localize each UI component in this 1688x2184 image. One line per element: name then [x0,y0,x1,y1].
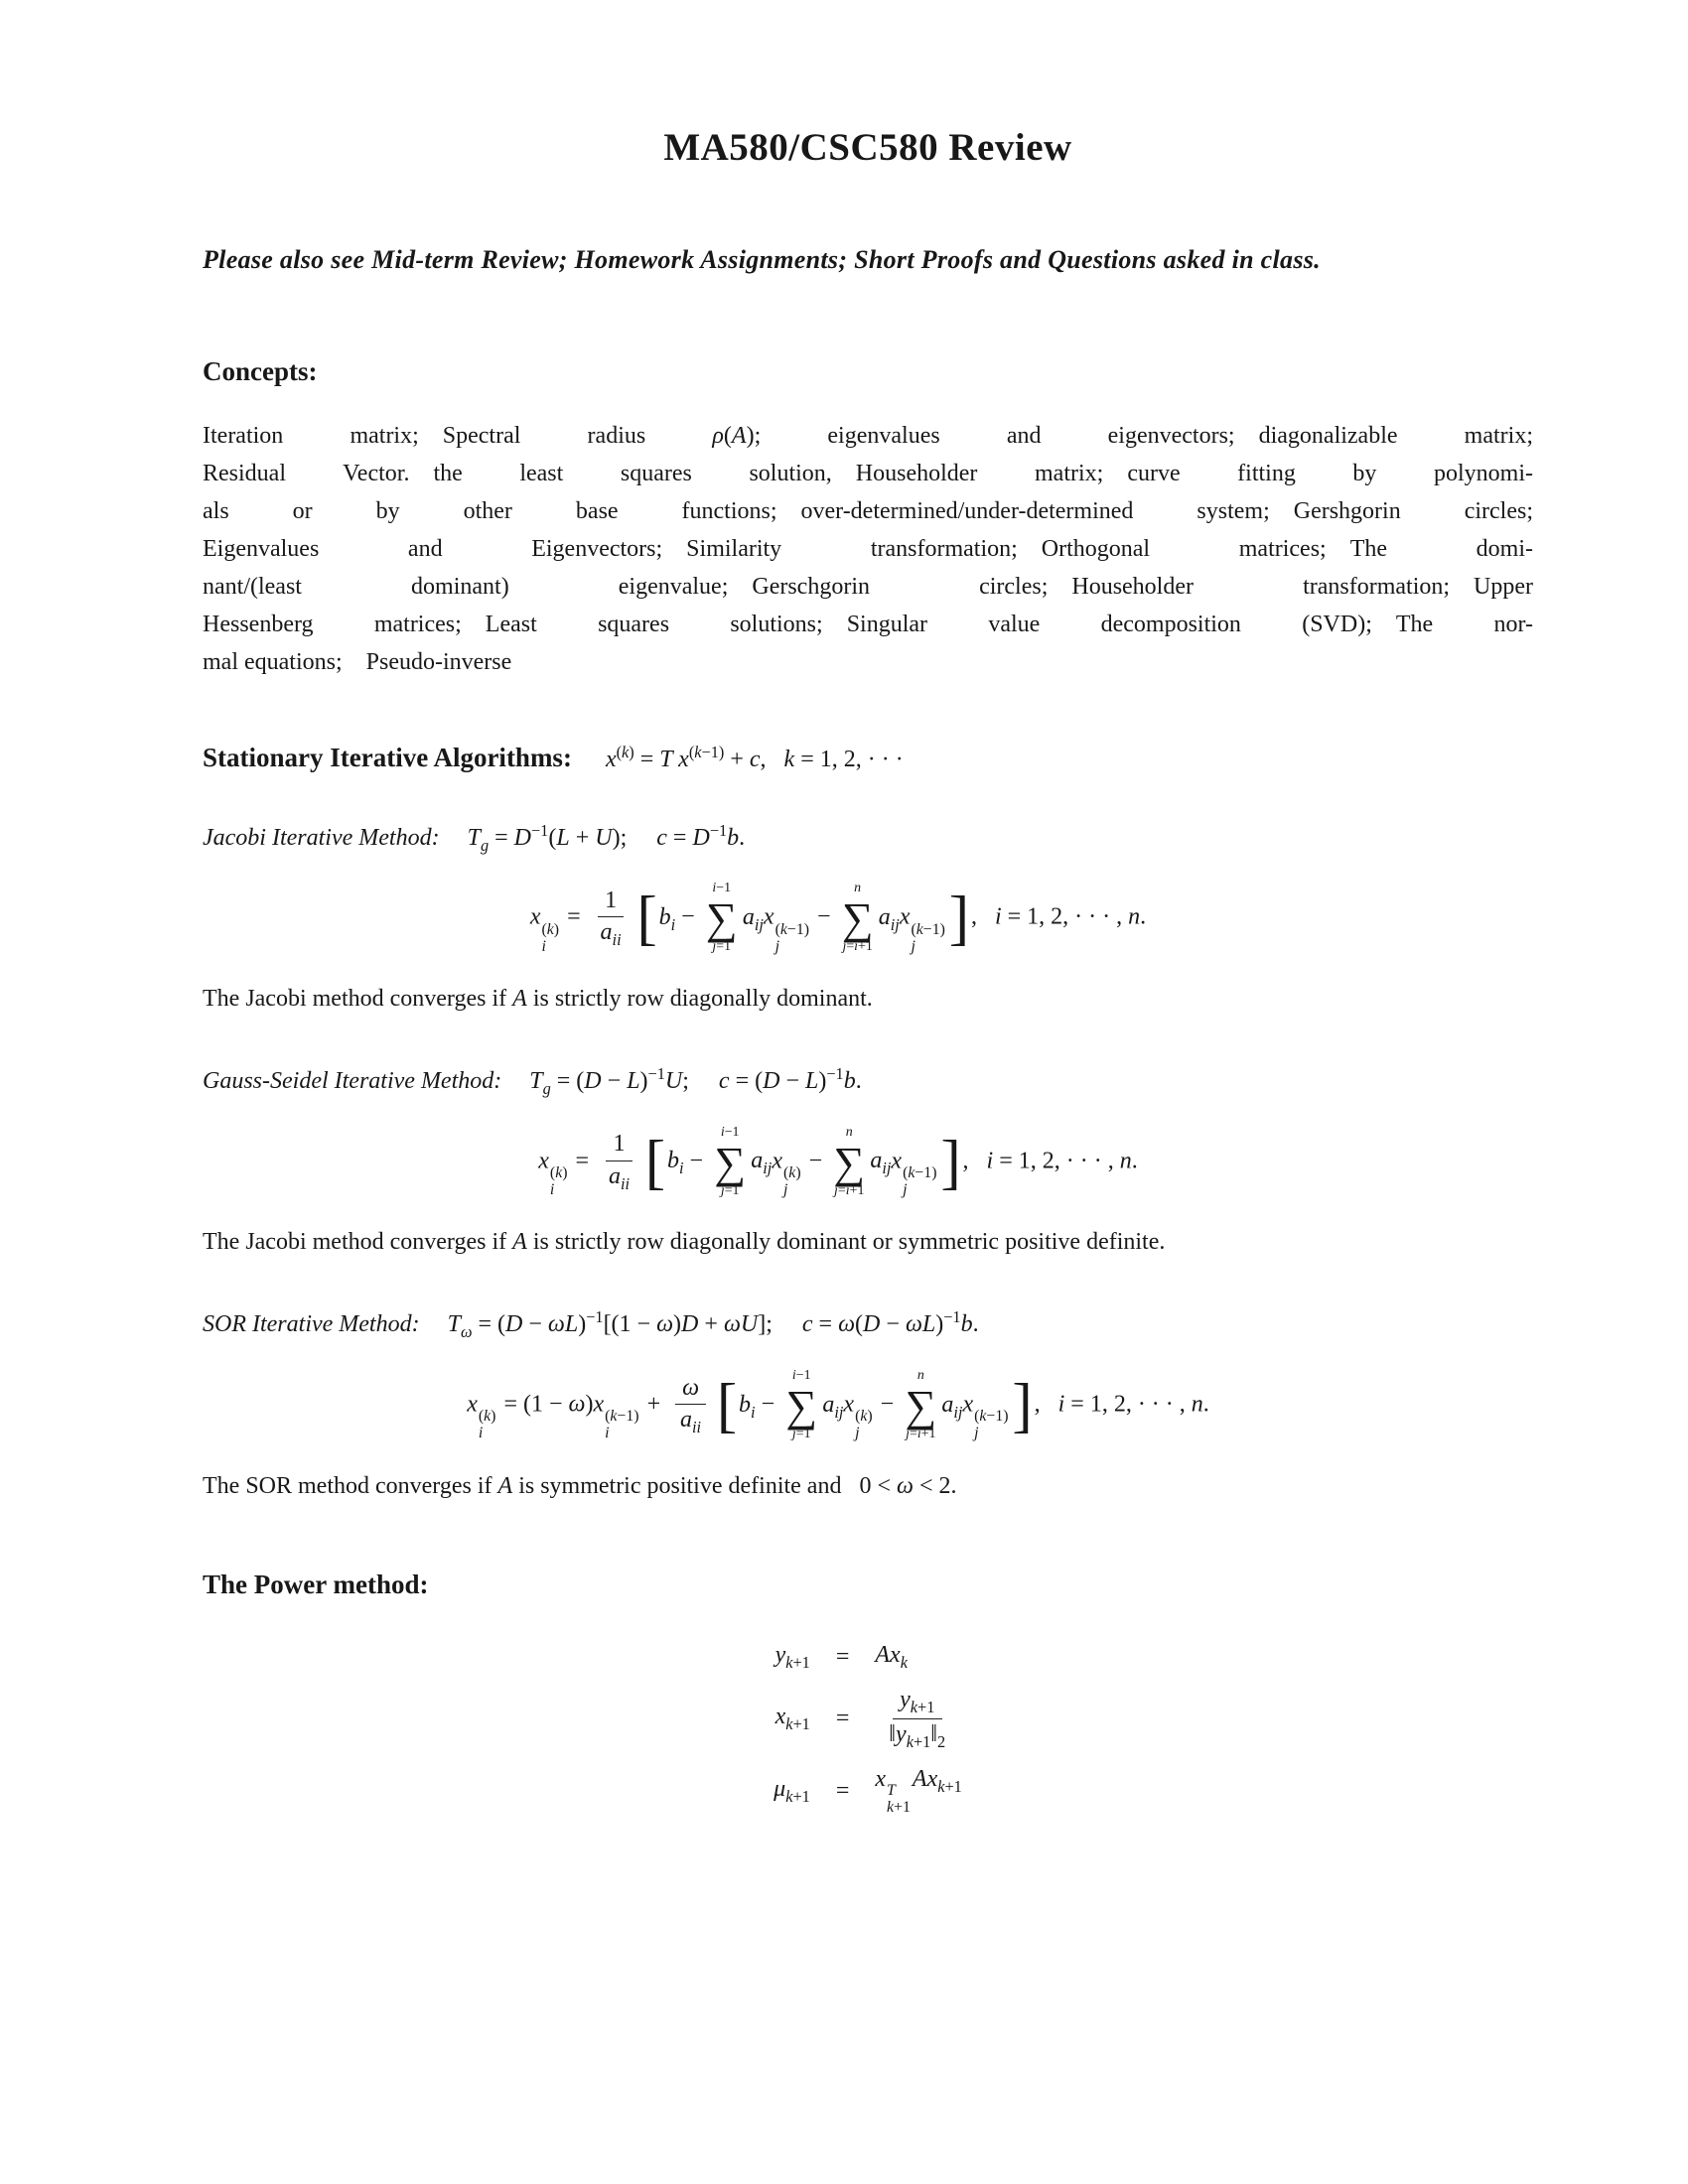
concepts-heading: Concepts: [203,355,318,386]
gauss-seidel-definition-formula: $T_g = (D - L)^{-1}U$; $c = (D - L)^{-1}b$. [529,1064,862,1098]
power-method-section [203,1570,1533,1817]
jacobi-method-label: Jacobi Iterative Method: [203,824,440,851]
stationary-heading-formula: $x^{(k)} = T$ $x^{(k-1)} + c$, k = 1, 2, · · · [605,742,904,772]
gauss-seidel-method-line [203,1064,1533,1099]
concepts-line: Hessenberg matrices; Least squares solutions; Singular value decomposition (SVD); The nor- [203,611,1533,637]
power-equations [203,1642,1533,1817]
notice-text: Please also see Mid-term Review; Homework Assignments; Short Proofs and Questions asked in class. [203,245,1321,274]
concepts-line: mal equations; Pseudo-inverse [203,648,512,675]
concepts-line: Iteration matrix; Spectral radius ρ(A); eigenvalues and eigenvectors; diagonalizable matrix; [203,422,1533,449]
gauss-seidel-convergence-note: The Jacobi method converges if A is strictly row diagonally dominant or symmetric positive definite. [203,1229,1166,1256]
sor-convergence-note: The SOR method converges if A is symmetric positive definite and 0 < ω < 2. [203,1472,957,1499]
concepts-line: Residual Vector. the least squares solution, Householder matrix; curve fitting by polynomi- [203,460,1533,486]
concepts-line: nant/(least dominant) eigenvalue; Gerschgorin circles; Householder transformation; Upper [203,573,1533,600]
jacobi-definition-formula: $T_g = D^{-1}(L + U)$; $c = D^{-1}b$. [467,820,746,855]
gauss-seidel-method-label: Gauss-Seidel Iterative Method: [203,1068,502,1095]
page-title: MA580/CSC580 Review [663,126,1072,169]
sor-display-formula: x (k) i = (1 − ω)x (k−1) i + $\frac{\omega}{a_{ii}}$ [$b_i$ − i−1 ∑ j=1 $a_{ij}x$ (k) j − n ∑ j=i+1 $a_{ij}x$ (k−1) j ], i = 1, 2, · · · , n. [467,1368,1209,1442]
jacobi-convergence-note: The Jacobi method converges if A is strictly row diagonally dominant. [203,986,873,1013]
power-eq-equals: = [835,1706,850,1732]
concepts-section [203,356,1533,681]
power-eq-rhs: $Ax_k$ [875,1641,908,1672]
concepts-list [203,417,1533,681]
concepts-line: als or by other base functions; over-determined/under-determined system; Gershgorin circles; [203,497,1533,524]
concepts-line: Eigenvalues and Eigenvectors; Similarity transformation; Orthogonal matrices; The domi- [203,535,1533,562]
sor-definition-formula: $T_\omega = (D - \omega L)^{-1}[(1 - \omega)D + \omega U]$; $c = \omega(D - \omega L)^{-1}b$. [447,1307,979,1342]
jacobi-method-line [203,821,1533,856]
power-eq-rhs: $\frac{y_{k+1}}{‖y_{k+1}‖_2}$ [889,1686,946,1751]
power-eq-equals: = [835,1643,850,1670]
stationary-section [203,743,1533,1500]
power-eq-equals: = [835,1777,850,1804]
power-eq-rhs: x T k+1 $Ax_{k+1}$ [875,1765,962,1817]
sor-method-line [203,1307,1533,1342]
sor-method-label: SOR Iterative Method: [203,1311,420,1338]
gauss-seidel-display-formula: x (k) i = $\frac{1}{a_{ii}}$ [$b_i$ − i−1 ∑ j=1 $a_{ij}x$ (k) j − n ∑ j=i+1 $a_{ij}x$ (k−1) j ], i = 1, 2, · · · , n. [538,1124,1138,1199]
stationary-heading-row [203,743,1533,773]
jacobi-display-formula: x (k) i = $\frac{1}{a_{ii}}$ [$b_i$ − i−1 ∑ j=1 $a_{ij}x$ (k−1) j − n ∑ j=i+1 $a_{ij}x$ (k−1) j ], i = 1, 2, · · · , n. [529,881,1147,955]
power-eq-lhs: $y_{k+1}$ [774,1641,810,1672]
power-method-heading: The Power method: [203,1569,429,1599]
stationary-heading: Stationary Iterative Algorithms: [203,742,572,772]
power-eq-lhs: $x_{k+1}$ [774,1704,810,1733]
power-eq-lhs: $\mu_{k+1}$ [774,1775,810,1806]
